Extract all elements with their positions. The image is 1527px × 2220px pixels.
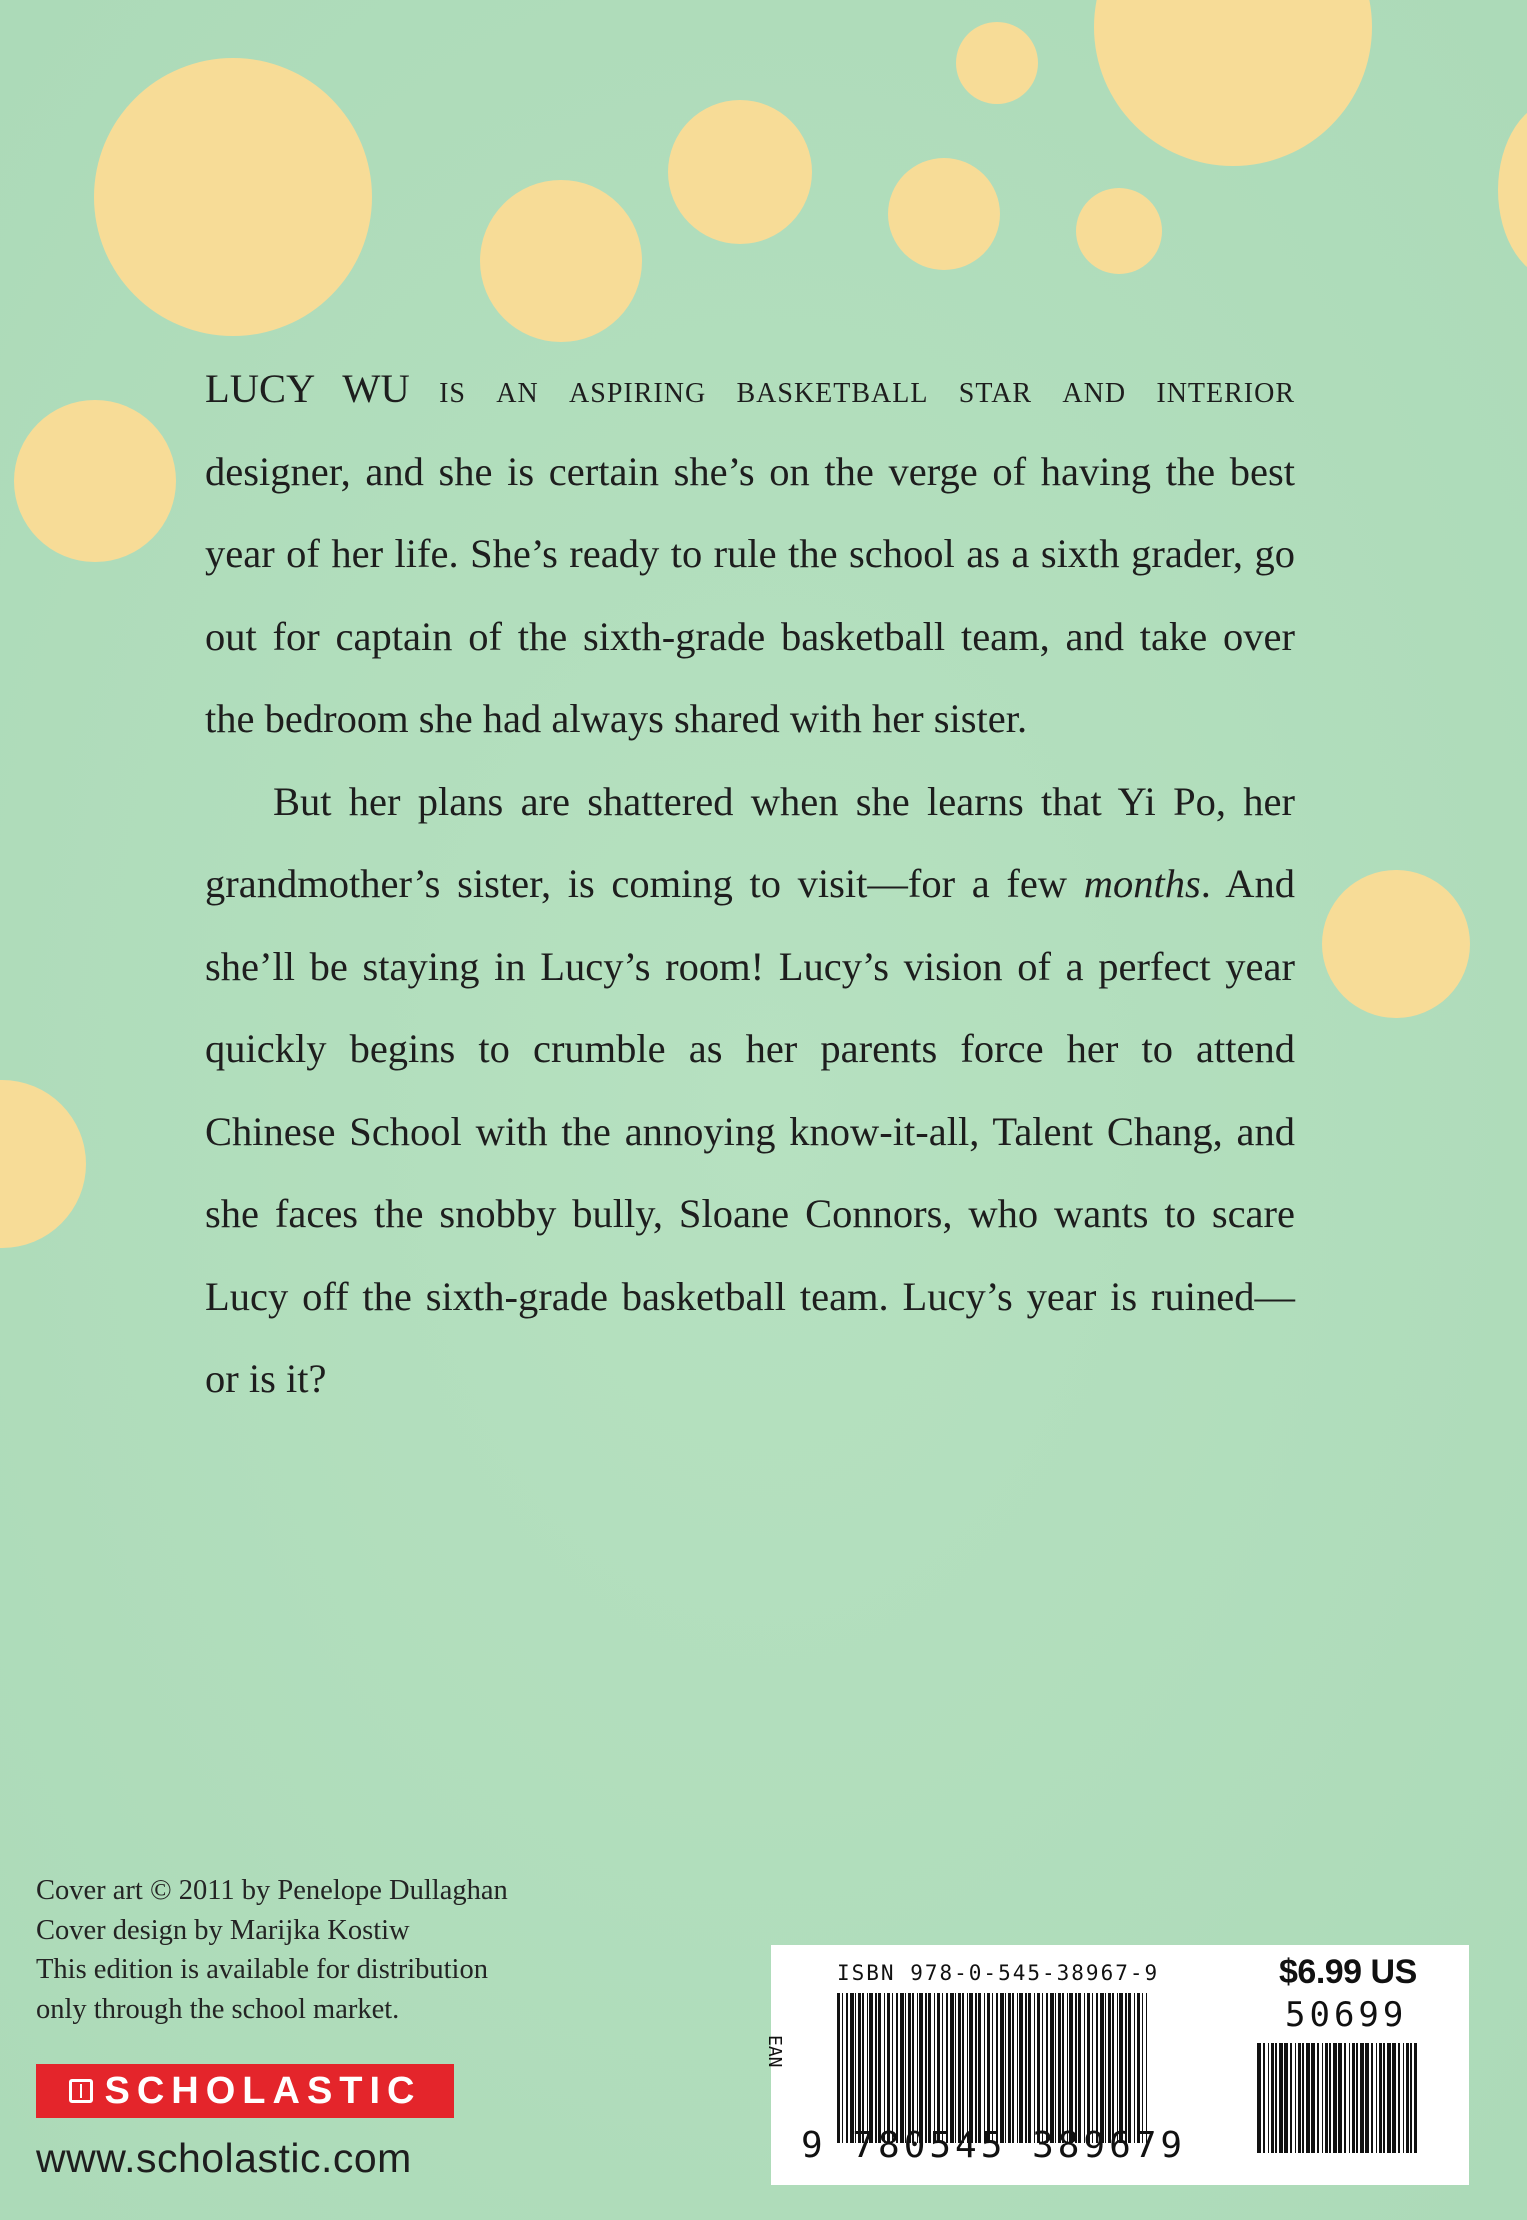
barcode-bar — [846, 1993, 848, 2143]
barcode-bar — [837, 1993, 840, 2143]
barcode-bar — [1379, 2043, 1382, 2153]
addon-barcode — [1257, 2043, 1417, 2153]
barcode-bar — [1137, 1993, 1140, 2143]
barcode-bar — [1403, 2043, 1404, 2153]
barcode-bar — [1298, 2043, 1301, 2153]
barcode-bar — [1042, 1993, 1043, 2143]
barcode-bar — [878, 1993, 881, 2143]
barcode-bar — [1055, 1993, 1056, 2143]
barcode-bar — [862, 1993, 864, 2143]
barcode-bar — [1096, 1993, 1098, 2143]
scholastic-logo — [36, 2064, 454, 2118]
blurb-paragraph-2 — [205, 761, 1295, 1421]
barcode-bar — [1338, 2043, 1342, 2153]
decorative-dot — [14, 400, 176, 562]
barcode-bar — [1008, 1993, 1011, 2143]
barcode-bar — [1117, 1993, 1118, 2143]
barcode-bar — [1356, 2043, 1358, 2153]
barcode-bar — [1075, 1993, 1077, 2143]
barcode-bar — [1333, 2043, 1337, 2153]
barcode-bar — [1290, 2043, 1292, 2153]
barcode-bar — [1371, 2043, 1373, 2153]
barcode-bar — [1383, 2043, 1385, 2153]
book-icon — [69, 2079, 93, 2103]
barcode-bar — [858, 1993, 861, 2143]
barcode-bar — [1050, 1993, 1054, 2143]
blurb-paragraph-1-text: designer, and she is certain she’s on the verge of having the best year of her life. She’s ready to rule the school as a sixth grader, go out for captain of the sixth-grade basketball team, and take over the bedroom she had always shared with her sister. — [205, 448, 1295, 741]
barcode-bar — [987, 1993, 990, 2143]
barcode-bar — [1105, 1993, 1106, 2143]
blurb-paragraph-2-text-a: But her plans are shattered when she learns that Yi Po, her grandmother’s sister, is coming to visit—for a few — [205, 778, 1295, 906]
barcode-digits: 9 780545 389679 — [801, 2125, 1187, 2166]
barcode-bar — [850, 1993, 854, 2143]
barcode-bar — [942, 1993, 943, 2143]
barcode-bar — [1398, 2043, 1400, 2153]
barcode-bar — [1112, 1993, 1114, 2143]
barcode-bar — [1005, 1993, 1006, 2143]
decorative-dot — [668, 100, 812, 244]
barcode-bar — [978, 1993, 981, 2143]
isbn-text: ISBN 978-0-545-38967-9 — [837, 1961, 1160, 1985]
barcode-bar — [1125, 1993, 1127, 2143]
barcode-bar — [1067, 1993, 1068, 2143]
scholastic-logo-text: SCHOLASTIC — [104, 2069, 422, 2112]
decorative-dot — [888, 158, 1000, 270]
publisher-url: www.scholastic.com — [36, 2135, 412, 2181]
barcode-bar — [1387, 2043, 1391, 2153]
decorative-dot — [94, 58, 372, 336]
barcode-bar — [1406, 2043, 1409, 2153]
decorative-dot — [480, 180, 642, 342]
barcode-bar — [1329, 2043, 1331, 2153]
barcode-bar — [992, 1993, 993, 2143]
barcode-bar — [1344, 2043, 1346, 2153]
barcode-bar — [928, 1993, 931, 2143]
barcode-bar — [1311, 2043, 1315, 2153]
blurb-paragraph-2-italic: months — [1083, 861, 1201, 906]
barcode-bar — [1119, 1993, 1123, 2143]
blurb-paragraph-2-text-b: . And she’ll be staying in Lucy’s room! Lucy’s vision of a perfect year quickly begins to crumble as her parents force her to attend Chinese School with the annoying know-it-all, Talent Chang, and she faces the snobby bully, Sloane Connors, who wants to scare Lucy off the sixth-grade basketball team. Lucy’s year is ruined—or is it? — [205, 861, 1295, 1401]
barcode-bar — [969, 1993, 973, 2143]
barcode-bar — [1108, 1993, 1111, 2143]
barcode-bar — [934, 1993, 935, 2143]
barcode-bar — [958, 1993, 961, 2143]
barcode-bar — [887, 1993, 890, 2143]
barcode-bar — [1295, 2043, 1296, 2153]
cover-design-credit: Cover design by Marijka Kostiw — [36, 1914, 410, 1946]
barcode-bar — [1392, 2043, 1396, 2153]
barcode-bar — [1012, 1993, 1014, 2143]
barcode-bar — [984, 1993, 985, 2143]
barcode-bar — [855, 1993, 856, 2143]
addon-digits: 50699 — [1285, 1995, 1408, 2035]
barcode-bar — [1360, 2043, 1364, 2153]
price-label: $6.99 US — [1279, 1953, 1417, 1991]
cover-credits — [36, 1871, 508, 2029]
barcode-bar — [1271, 2043, 1274, 2153]
decorative-dot — [1094, 0, 1372, 166]
edition-note-line-1: This edition is available for distribution — [36, 1954, 488, 1985]
barcode-bar — [1352, 2043, 1355, 2153]
blurb-paragraph-1 — [205, 348, 1295, 761]
barcode-bar — [1058, 1993, 1061, 2143]
decorative-dot — [1322, 870, 1470, 1018]
barcode-bar — [962, 1993, 964, 2143]
barcode-bar — [1302, 2043, 1304, 2153]
barcode-bar — [925, 1993, 927, 2143]
barcode-bar — [1275, 2043, 1277, 2153]
barcode-bar — [1034, 1993, 1035, 2143]
barcode-bar — [1146, 1993, 1147, 2143]
barcode-bar — [1037, 1993, 1040, 2143]
barcode-bar — [1000, 1993, 1004, 2143]
barcode-bar — [1087, 1993, 1090, 2143]
barcode-bar — [1025, 1993, 1027, 2143]
barcode-bar — [1325, 2043, 1328, 2153]
barcode-bar — [905, 1993, 906, 2143]
barcode-bar — [950, 1993, 954, 2143]
barcode-bar — [900, 1993, 904, 2143]
barcode-bar — [867, 1993, 868, 2143]
blurb-lead-smallcaps: is an aspiring basketball star and interior — [439, 366, 1296, 411]
barcode-bar — [1046, 1993, 1048, 2143]
barcode-bar — [842, 1993, 843, 2143]
barcode-bar — [967, 1993, 968, 2143]
barcode-bar — [884, 1993, 885, 2143]
barcode-bar — [1134, 1993, 1135, 2143]
barcode-bar — [1092, 1993, 1093, 2143]
barcode-bar — [917, 1993, 918, 2143]
barcode-bar — [1317, 2043, 1319, 2153]
barcode-bar — [1062, 1993, 1064, 2143]
barcode-bar — [875, 1993, 877, 2143]
barcode-bar — [1017, 1993, 1018, 2143]
barcode-bar — [919, 1993, 923, 2143]
blurb-lead-name: LUCY WU — [205, 366, 410, 411]
barcode-bar — [869, 1993, 873, 2143]
barcode-bar — [996, 1993, 998, 2143]
barcode-bar — [1376, 2043, 1377, 2153]
cover-art-credit: Cover art © 2011 by Penelope Dullaghan — [36, 1875, 508, 1906]
barcode-bar — [1028, 1993, 1031, 2143]
barcode-bar — [896, 1993, 898, 2143]
barcode-bar — [1410, 2043, 1412, 2153]
barcode-bar — [1078, 1993, 1081, 2143]
barcode-bar — [1284, 2043, 1288, 2153]
barcode-bar — [937, 1993, 940, 2143]
barcode-bar — [1128, 1993, 1131, 2143]
barcode-bar — [1069, 1993, 1073, 2143]
barcode-bar — [1257, 2043, 1261, 2153]
ean-label: EAN — [764, 2035, 785, 2068]
barcode-bar — [946, 1993, 948, 2143]
barcode-bar — [1322, 2043, 1323, 2153]
barcode-bar — [912, 1993, 914, 2143]
edition-note-line-2: only through the school market. — [36, 1993, 400, 2025]
main-barcode — [837, 1993, 1147, 2143]
barcode-bar — [1306, 2043, 1310, 2153]
barcode-bar — [1279, 2043, 1283, 2153]
decorative-dot — [956, 22, 1038, 104]
book-blurb — [205, 348, 1295, 1421]
barcode-bar — [1100, 1993, 1104, 2143]
barcode-bar — [1349, 2043, 1350, 2153]
barcode-bar — [1414, 2043, 1417, 2153]
decorative-dot — [1076, 188, 1162, 274]
decorative-dot — [1498, 100, 1527, 280]
barcode-bar — [892, 1993, 893, 2143]
barcode-bar — [908, 1993, 911, 2143]
barcode-bar — [1084, 1993, 1085, 2143]
barcode-bar — [1019, 1993, 1023, 2143]
barcode-bar — [955, 1993, 956, 2143]
barcode-bar — [1365, 2043, 1369, 2153]
barcode-bar — [1263, 2043, 1265, 2153]
barcode-bar — [1142, 1993, 1143, 2143]
barcode-bar — [1268, 2043, 1269, 2153]
barcode-bar — [975, 1993, 977, 2143]
decorative-dot — [0, 1080, 86, 1248]
barcode-label — [764, 1945, 1469, 2185]
